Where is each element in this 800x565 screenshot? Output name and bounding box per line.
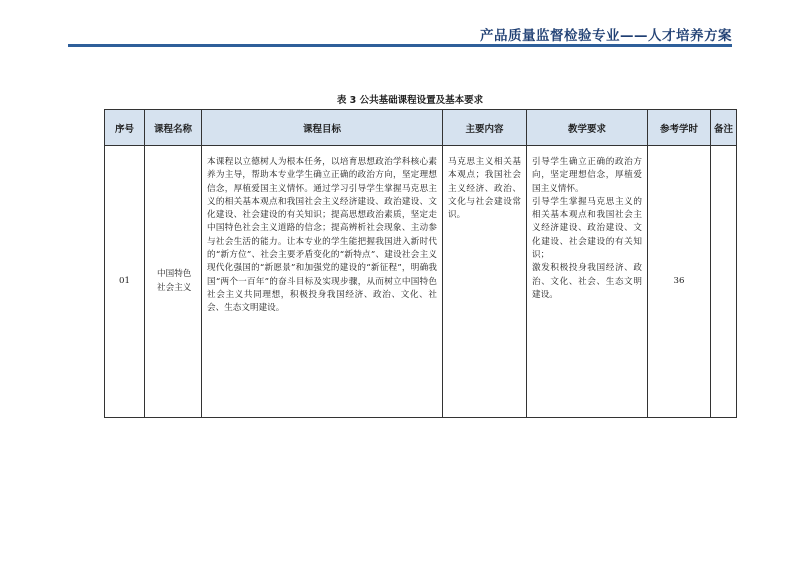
requirement-text-2: 引导学生掌握马克思主义的相关基本观点和我国社会主义经济建设、政治建设、文化建设、社会建设的有关知识； <box>532 196 642 261</box>
header-hours: 参考学时 <box>648 110 711 146</box>
table-caption: 表 3 公共基础课程设置及基本要求 <box>336 95 484 106</box>
page-header-title: 产品质量监督检验专业——人才培养方案 <box>480 28 732 44</box>
cell-requirements <box>527 146 648 418</box>
cell-objective: 本课程以立德树人为根本任务，以培育思想政治学科核心素养为主导，帮助本专业学生确立正确的政治方向，坚定理想信念，厚植爱国主义情怀。通过学习引导学生掌握马克思主义的相关基本观点和我国社会主义经济建设、政治建设、文化建设、社会建设的有关知识；提高思想政治素质，坚定走中国特色社会主义道路的信念；提高辨析社会现象、主动参与社会生活的能力。让本专业的学生能把握我国进入新时代的“新方位”、社会主要矛盾变化的“新特点”、建设社会主义现代化强国的“新愿景”和加强党的建设的“新征程”，明确我国“两个一百年”的奋斗目标及实现步骤，从而树立中国特色社会主义共同理想，积极投身我国经济、政治、文化、社会、生态文明建设。 <box>202 146 443 418</box>
cell-course-name: 中国特色社会主义 <box>145 146 202 418</box>
header-remarks: 备注 <box>711 110 737 146</box>
header-divider <box>68 44 732 47</box>
cell-seq: 01 <box>105 146 145 418</box>
cell-remarks <box>711 146 737 418</box>
header-content: 主要内容 <box>443 110 527 146</box>
header-objective: 课程目标 <box>202 110 443 146</box>
header-requirements: 教学要求 <box>527 110 648 146</box>
header-course-name: 课程名称 <box>145 110 202 146</box>
requirement-text-1: 引导学生确立正确的政治方向，坚定理想信念，厚植爱国主义情怀。 <box>532 157 642 194</box>
cell-hours: 36 <box>648 146 711 418</box>
requirement-text-3: 激发积极投身我国经济、政治、文化、社会、生态文明建设。 <box>532 263 642 300</box>
cell-content: 马克思主义相关基本观点；我国社会主义经济、政治、文化与社会建设常识。 <box>443 146 527 418</box>
table-row <box>105 146 737 418</box>
table-header-row <box>105 110 737 146</box>
header-seq: 序号 <box>105 110 145 146</box>
course-table <box>104 109 737 418</box>
